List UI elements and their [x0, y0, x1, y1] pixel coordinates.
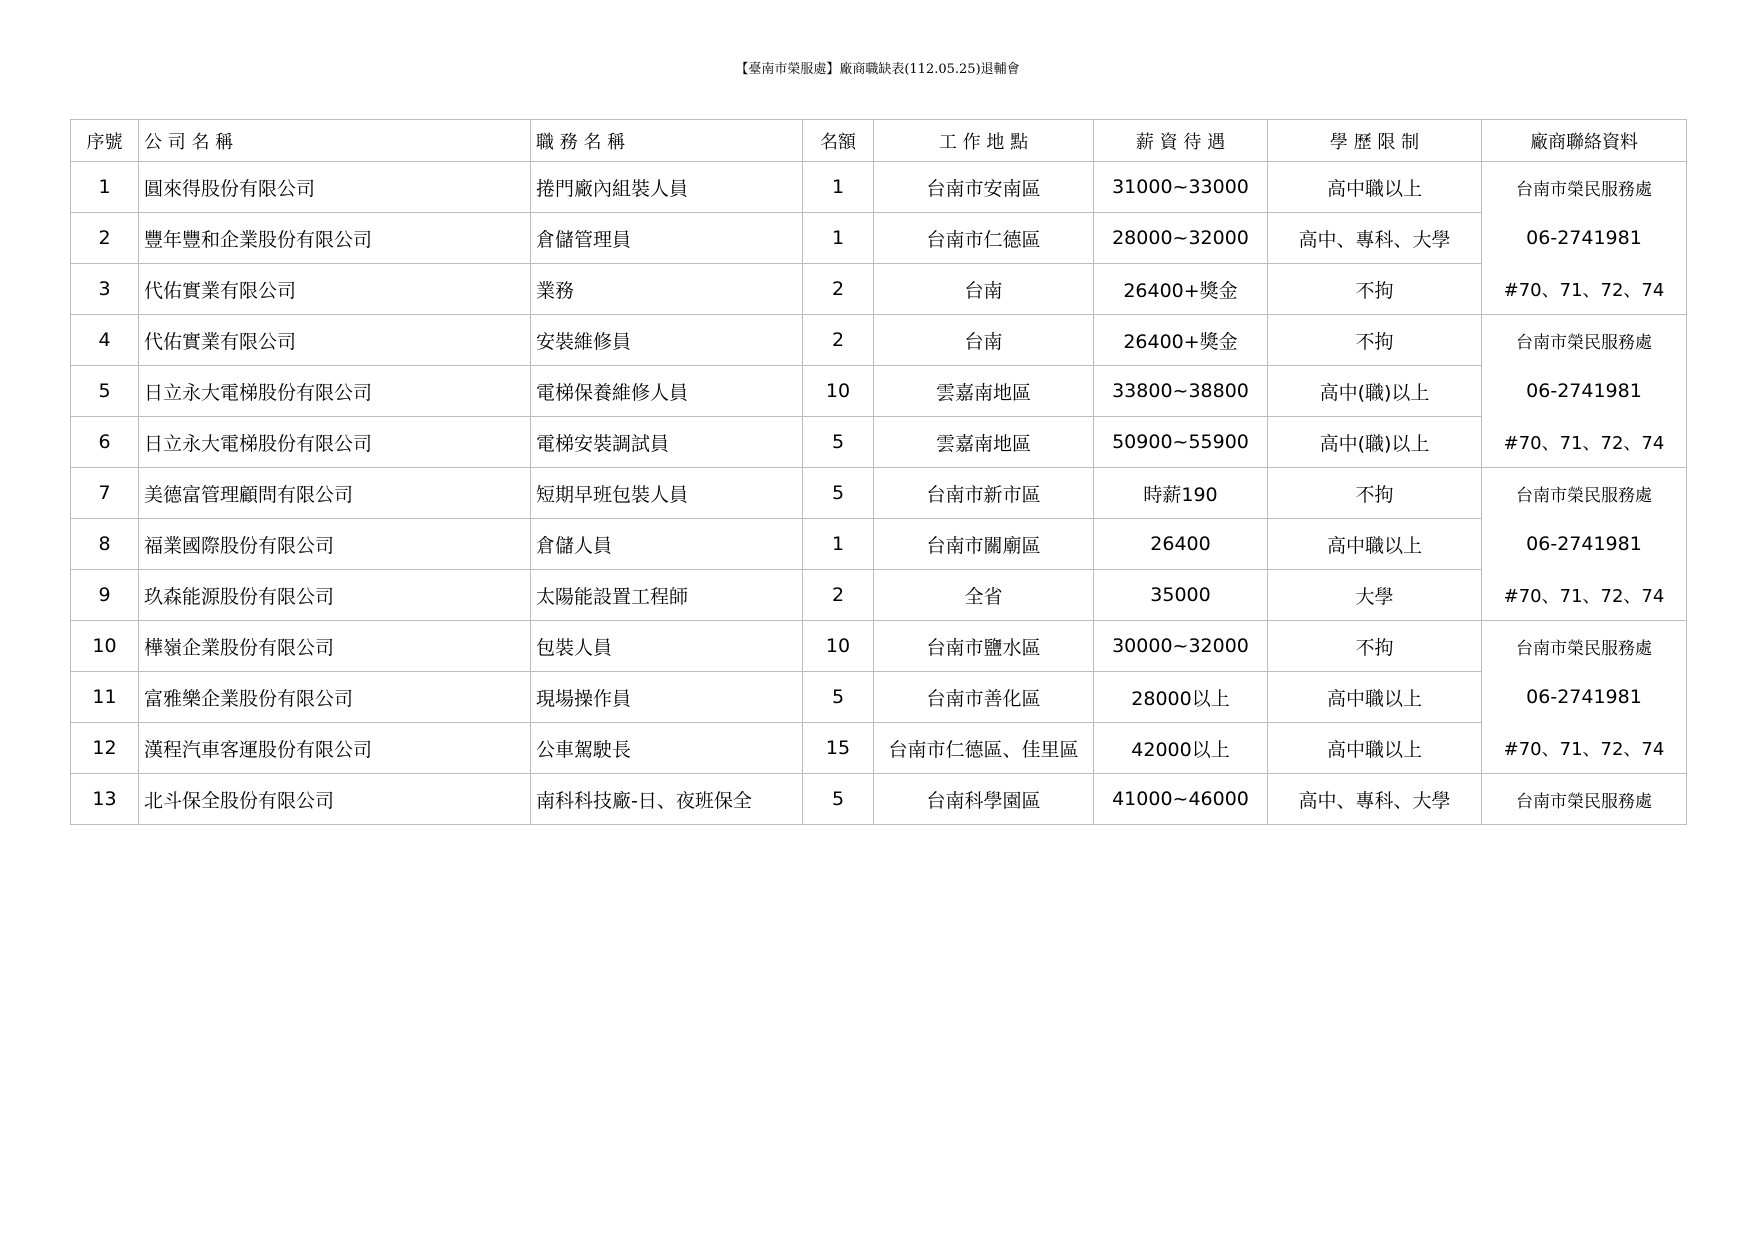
cell-company: 代佑實業有限公司: [139, 264, 531, 315]
table-row: [71, 468, 1687, 519]
cell-education: 高中職以上: [1268, 519, 1482, 570]
cell-salary: 42000以上: [1094, 723, 1268, 774]
cell-job: 倉儲人員: [531, 519, 803, 570]
cell-education: 高中職以上: [1268, 162, 1482, 213]
cell-quota: 10: [803, 366, 874, 417]
table-row: [71, 162, 1687, 213]
cell-job: 短期早班包裝人員: [531, 468, 803, 519]
cell-no: 2: [71, 213, 139, 264]
table-row: [71, 264, 1687, 315]
header-contact: 廠商聯絡資料: [1482, 120, 1687, 162]
cell-company: 豐年豐和企業股份有限公司: [139, 213, 531, 264]
cell-contact: 台南市榮民服務處: [1482, 774, 1687, 825]
cell-company: 樺嶺企業股份有限公司: [139, 621, 531, 672]
cell-company: 北斗保全股份有限公司: [139, 774, 531, 825]
cell-location: 台南市新市區: [874, 468, 1094, 519]
table-row: [71, 621, 1687, 672]
cell-no: 5: [71, 366, 139, 417]
cell-company: 代佑實業有限公司: [139, 315, 531, 366]
cell-education: 不拘: [1268, 621, 1482, 672]
cell-contact: 06-2741981: [1482, 672, 1687, 723]
cell-location: 全省: [874, 570, 1094, 621]
cell-contact: 06-2741981: [1482, 366, 1687, 417]
cell-no: 7: [71, 468, 139, 519]
cell-quota: 2: [803, 264, 874, 315]
cell-salary: 35000: [1094, 570, 1268, 621]
table-row: [71, 213, 1687, 264]
cell-quota: 5: [803, 774, 874, 825]
cell-salary: 31000~33000: [1094, 162, 1268, 213]
cell-education: 不拘: [1268, 264, 1482, 315]
cell-quota: 1: [803, 162, 874, 213]
cell-job: 業務: [531, 264, 803, 315]
cell-contact: 台南市榮民服務處: [1482, 315, 1687, 366]
cell-job: 現場操作員: [531, 672, 803, 723]
cell-location: 雲嘉南地區: [874, 417, 1094, 468]
header-salary: 薪 資 待 遇: [1094, 120, 1268, 162]
header-job: 職 務 名 稱: [531, 120, 803, 162]
cell-education: 高中(職)以上: [1268, 417, 1482, 468]
cell-salary: 50900~55900: [1094, 417, 1268, 468]
cell-education: 不拘: [1268, 468, 1482, 519]
cell-no: 1: [71, 162, 139, 213]
cell-job: 電梯保養維修人員: [531, 366, 803, 417]
cell-company: 福業國際股份有限公司: [139, 519, 531, 570]
cell-location: 台南: [874, 264, 1094, 315]
cell-job: 倉儲管理員: [531, 213, 803, 264]
cell-company: 玖森能源股份有限公司: [139, 570, 531, 621]
cell-contact: #70、71、72、74: [1482, 417, 1687, 468]
cell-location: 台南市仁德區: [874, 213, 1094, 264]
cell-company: 美德富管理顧問有限公司: [139, 468, 531, 519]
cell-job: 電梯安裝調試員: [531, 417, 803, 468]
cell-education: 高中、專科、大學: [1268, 213, 1482, 264]
cell-education: 大學: [1268, 570, 1482, 621]
cell-location: 台南市關廟區: [874, 519, 1094, 570]
cell-company: 漢程汽車客運股份有限公司: [139, 723, 531, 774]
table-row: [71, 774, 1687, 825]
cell-job: 公車駕駛長: [531, 723, 803, 774]
cell-job: 安裝維修員: [531, 315, 803, 366]
cell-contact: #70、71、72、74: [1482, 264, 1687, 315]
header-quota: 名額: [803, 120, 874, 162]
cell-no: 11: [71, 672, 139, 723]
table-row: [71, 417, 1687, 468]
cell-education: 高中、專科、大學: [1268, 774, 1482, 825]
cell-company: 圓來得股份有限公司: [139, 162, 531, 213]
table-body: [71, 162, 1687, 825]
cell-job: 南科科技廠-日、夜班保全: [531, 774, 803, 825]
cell-location: 台南科學園區: [874, 774, 1094, 825]
header-no: 序號: [71, 120, 139, 162]
header-education: 學 歷 限 制: [1268, 120, 1482, 162]
cell-contact: 06-2741981: [1482, 519, 1687, 570]
cell-no: 12: [71, 723, 139, 774]
cell-quota: 10: [803, 621, 874, 672]
cell-salary: 26400: [1094, 519, 1268, 570]
cell-quota: 1: [803, 213, 874, 264]
cell-quota: 5: [803, 468, 874, 519]
cell-job: 包裝人員: [531, 621, 803, 672]
document-title: 【臺南市榮服處】廠商職缺表(112.05.25)退輔會: [735, 62, 1020, 77]
cell-contact: #70、71、72、74: [1482, 570, 1687, 621]
table-row: [71, 315, 1687, 366]
table-row: [71, 723, 1687, 774]
cell-no: 6: [71, 417, 139, 468]
cell-salary: 26400+獎金: [1094, 315, 1268, 366]
cell-quota: 1: [803, 519, 874, 570]
cell-contact: 台南市榮民服務處: [1482, 468, 1687, 519]
cell-contact: 台南市榮民服務處: [1482, 621, 1687, 672]
cell-contact: 台南市榮民服務處: [1482, 162, 1687, 213]
cell-quota: 2: [803, 570, 874, 621]
cell-salary: 33800~38800: [1094, 366, 1268, 417]
table-header-row: [71, 120, 1687, 162]
cell-contact: 06-2741981: [1482, 213, 1687, 264]
cell-no: 10: [71, 621, 139, 672]
table-row: [71, 672, 1687, 723]
cell-quota: 15: [803, 723, 874, 774]
cell-no: 13: [71, 774, 139, 825]
cell-location: 台南市安南區: [874, 162, 1094, 213]
cell-education: 不拘: [1268, 315, 1482, 366]
cell-no: 8: [71, 519, 139, 570]
cell-quota: 5: [803, 672, 874, 723]
cell-contact: #70、71、72、74: [1482, 723, 1687, 774]
cell-no: 4: [71, 315, 139, 366]
table-row: [71, 570, 1687, 621]
header-location: 工 作 地 點: [874, 120, 1094, 162]
cell-no: 9: [71, 570, 139, 621]
cell-job: 太陽能設置工程師: [531, 570, 803, 621]
cell-education: 高中職以上: [1268, 723, 1482, 774]
cell-location: 台南市仁德區、佳里區: [874, 723, 1094, 774]
job-vacancy-table: [70, 119, 1687, 825]
cell-location: 台南: [874, 315, 1094, 366]
cell-salary: 時薪190: [1094, 468, 1268, 519]
cell-company: 富雅樂企業股份有限公司: [139, 672, 531, 723]
cell-salary: 28000~32000: [1094, 213, 1268, 264]
cell-no: 3: [71, 264, 139, 315]
cell-salary: 26400+獎金: [1094, 264, 1268, 315]
cell-education: 高中職以上: [1268, 672, 1482, 723]
cell-location: 雲嘉南地區: [874, 366, 1094, 417]
table-row: [71, 519, 1687, 570]
table-row: [71, 366, 1687, 417]
header-company: 公 司 名 稱: [139, 120, 531, 162]
cell-quota: 2: [803, 315, 874, 366]
cell-salary: 41000~46000: [1094, 774, 1268, 825]
cell-location: 台南市鹽水區: [874, 621, 1094, 672]
cell-company: 日立永大電梯股份有限公司: [139, 417, 531, 468]
cell-quota: 5: [803, 417, 874, 468]
cell-location: 台南市善化區: [874, 672, 1094, 723]
cell-education: 高中(職)以上: [1268, 366, 1482, 417]
cell-company: 日立永大電梯股份有限公司: [139, 366, 531, 417]
cell-salary: 30000~32000: [1094, 621, 1268, 672]
cell-salary: 28000以上: [1094, 672, 1268, 723]
cell-job: 捲門廠內組裝人員: [531, 162, 803, 213]
